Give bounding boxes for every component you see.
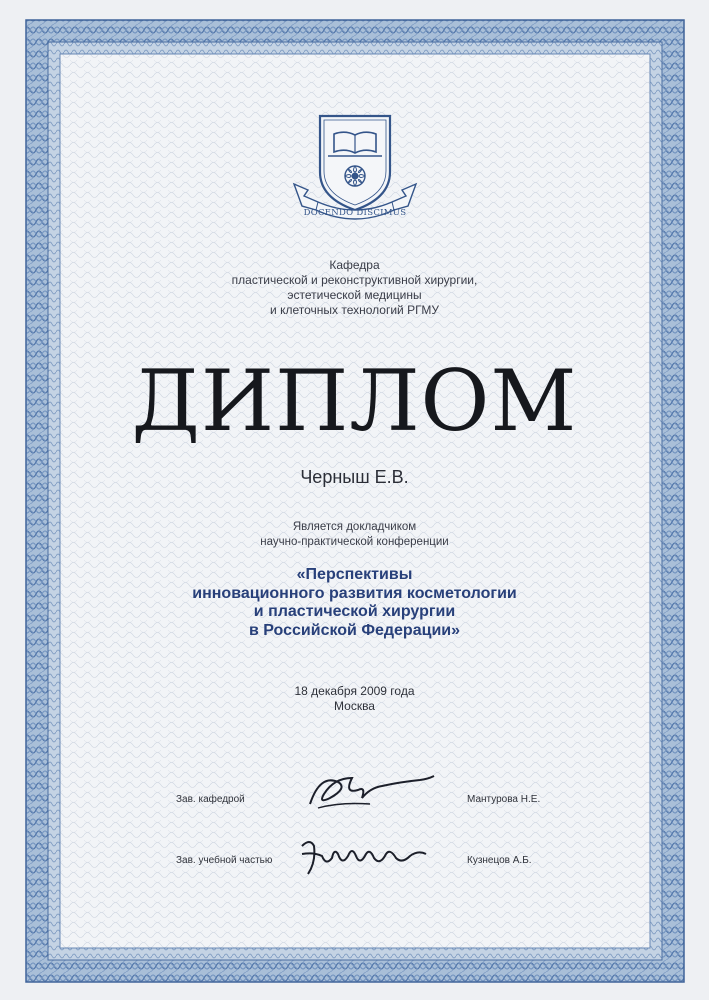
role-block xyxy=(0,520,709,550)
conference-line: «Перспективы xyxy=(296,566,413,583)
role-line: научно-практической конференции xyxy=(260,536,449,548)
signatory-name-1: Мантурова Н.Е. xyxy=(467,794,541,805)
signature-position-2: Зав. учебной частью xyxy=(176,855,273,866)
conference-line: инновационного развития косметологии xyxy=(192,584,517,602)
department-line: и клеточных технологий РГМУ xyxy=(270,303,439,317)
event-date: 18 декабря 2009 года xyxy=(294,684,415,698)
conference-title xyxy=(0,566,709,640)
signature-position-1: Зав. кафедрой xyxy=(176,794,245,805)
document-title: ДИПЛОМ xyxy=(131,352,578,450)
role-line: Является докладчиком xyxy=(292,521,417,533)
department-line: Кафедра xyxy=(329,258,380,272)
conference-line: в Российской Федерации» xyxy=(248,621,461,639)
department-line: эстетической медицины xyxy=(287,288,422,302)
recipient-name: Черныш Е.В. xyxy=(300,467,409,487)
department-line: пластической и реконструктивной хирургии, xyxy=(231,273,478,287)
department-block xyxy=(0,258,709,318)
event-city: Москва xyxy=(334,699,375,713)
signature-1-icon xyxy=(300,764,440,814)
signature-2-icon xyxy=(294,832,434,882)
event-info xyxy=(0,684,709,714)
conference-line: и пластической хирургии xyxy=(253,603,456,620)
signatory-name-2: Кузнецов А.Б. xyxy=(467,855,532,866)
crest-motto: DOCENDO DISCIMUS xyxy=(303,208,407,218)
